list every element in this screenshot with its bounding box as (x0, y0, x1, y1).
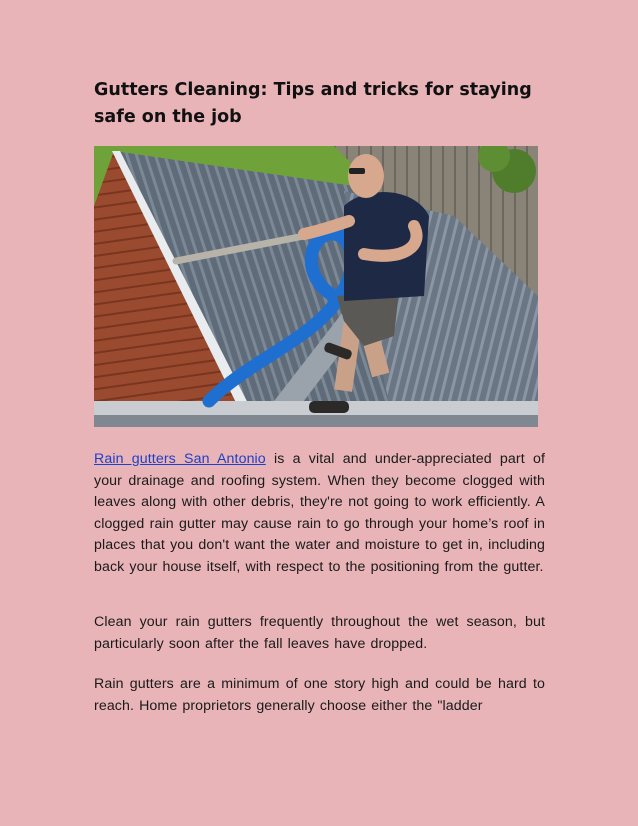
roof-gutter-cleaning-illustration (94, 146, 538, 427)
page-title: Gutters Cleaning: Tips and tricks for staying safe on the job (94, 80, 532, 127)
paragraph-2: Clean your rain gutters frequently throughout the wet season, but particularly soon after the fall leaves have dropped. (94, 614, 545, 652)
rain-gutters-link[interactable]: Rain gutters San Antonio (94, 451, 266, 467)
paragraph-3: Rain gutters are a minimum of one story high and could be hard to reach. Home proprietors generally choose either the "ladder (94, 676, 545, 714)
article-photo (94, 146, 538, 427)
paragraph-1 (94, 449, 545, 579)
paragraph-1-text: is a vital and under-appreciated part of your drainage and roofing system. When they become clogged with leaves along with other debris, they're not going to work efficiently. A clogged rain gutter may cause rain to go through your home’s roof in places that you don't want the water and moisture to get in, including back your house itself, with respect to the positioning from the gutter. (94, 451, 545, 575)
